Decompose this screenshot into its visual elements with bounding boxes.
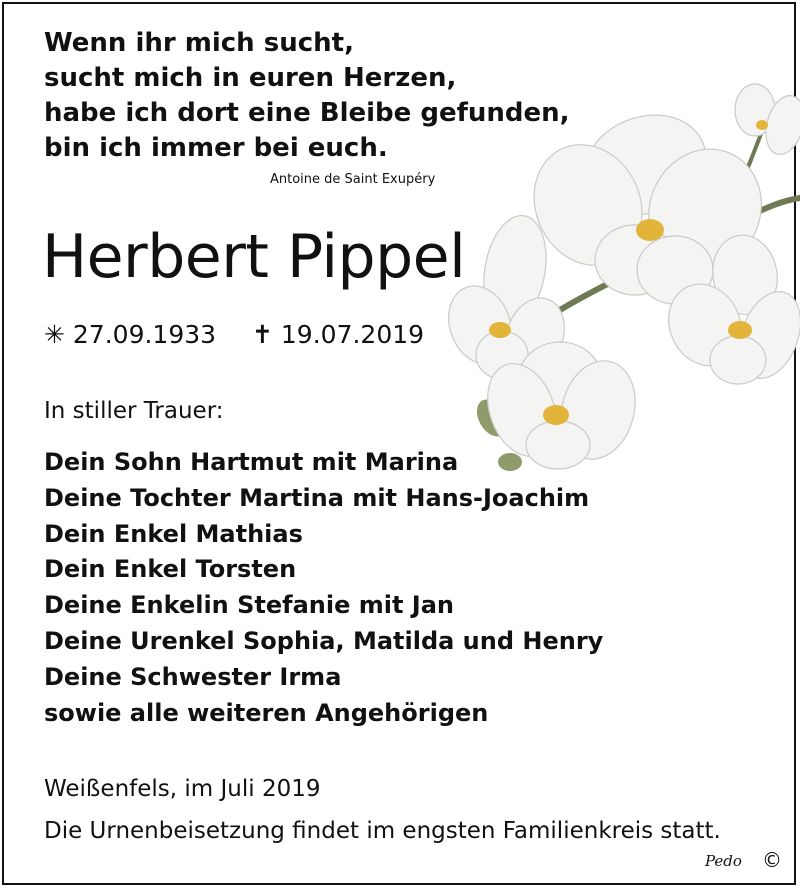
birth-date: 27.09.1933 [72,320,217,349]
ceremony-note: Die Urnenbeisetzung findet im engsten Familienkreis statt. [44,818,721,844]
mourner-item: Deine Enkelin Stefanie mit Jan [44,591,455,620]
mourner-item: Deine Urenkel Sophia, Matilda und Henry [44,626,604,655]
copyright-symbol: © [762,848,782,872]
mourner-item: Deine Schwester Irma [44,662,342,691]
life-dates [44,320,424,349]
deceased-name: Herbert Pippel [42,222,466,292]
poem-line-3: habe ich dort eine Bleibe gefunden, [44,98,570,128]
orchid-image [440,80,800,480]
poem-line-1: Wenn ihr mich sucht, [44,28,354,58]
mourner-item: Dein Enkel Mathias [44,519,303,548]
mourning-label: In stiller Trauer: [44,398,224,424]
poem-line-2: sucht mich in euren Herzen, [44,63,457,93]
place-date: Weißenfels, im Juli 2019 [44,776,321,802]
designer-signature: Pedo [705,852,742,870]
quote-author: Antoine de Saint Exupéry [270,172,436,187]
birth-symbol: ✳ [44,320,65,349]
death-date: 19.07.2019 [280,320,425,349]
death-symbol: ✝ [252,320,273,349]
mourner-item: Deine Tochter Martina mit Hans-Joachim [44,483,590,512]
mourner-item: Dein Sohn Hartmut mit Marina [44,448,459,476]
poem-line-4: bin ich immer bei euch. [44,133,388,163]
mourner-item: sowie alle weiteren Angehörigen [44,698,489,727]
mourner-item: Dein Enkel Torsten [44,555,297,584]
orchid-flower [735,84,800,159]
mourners-list [44,445,603,731]
